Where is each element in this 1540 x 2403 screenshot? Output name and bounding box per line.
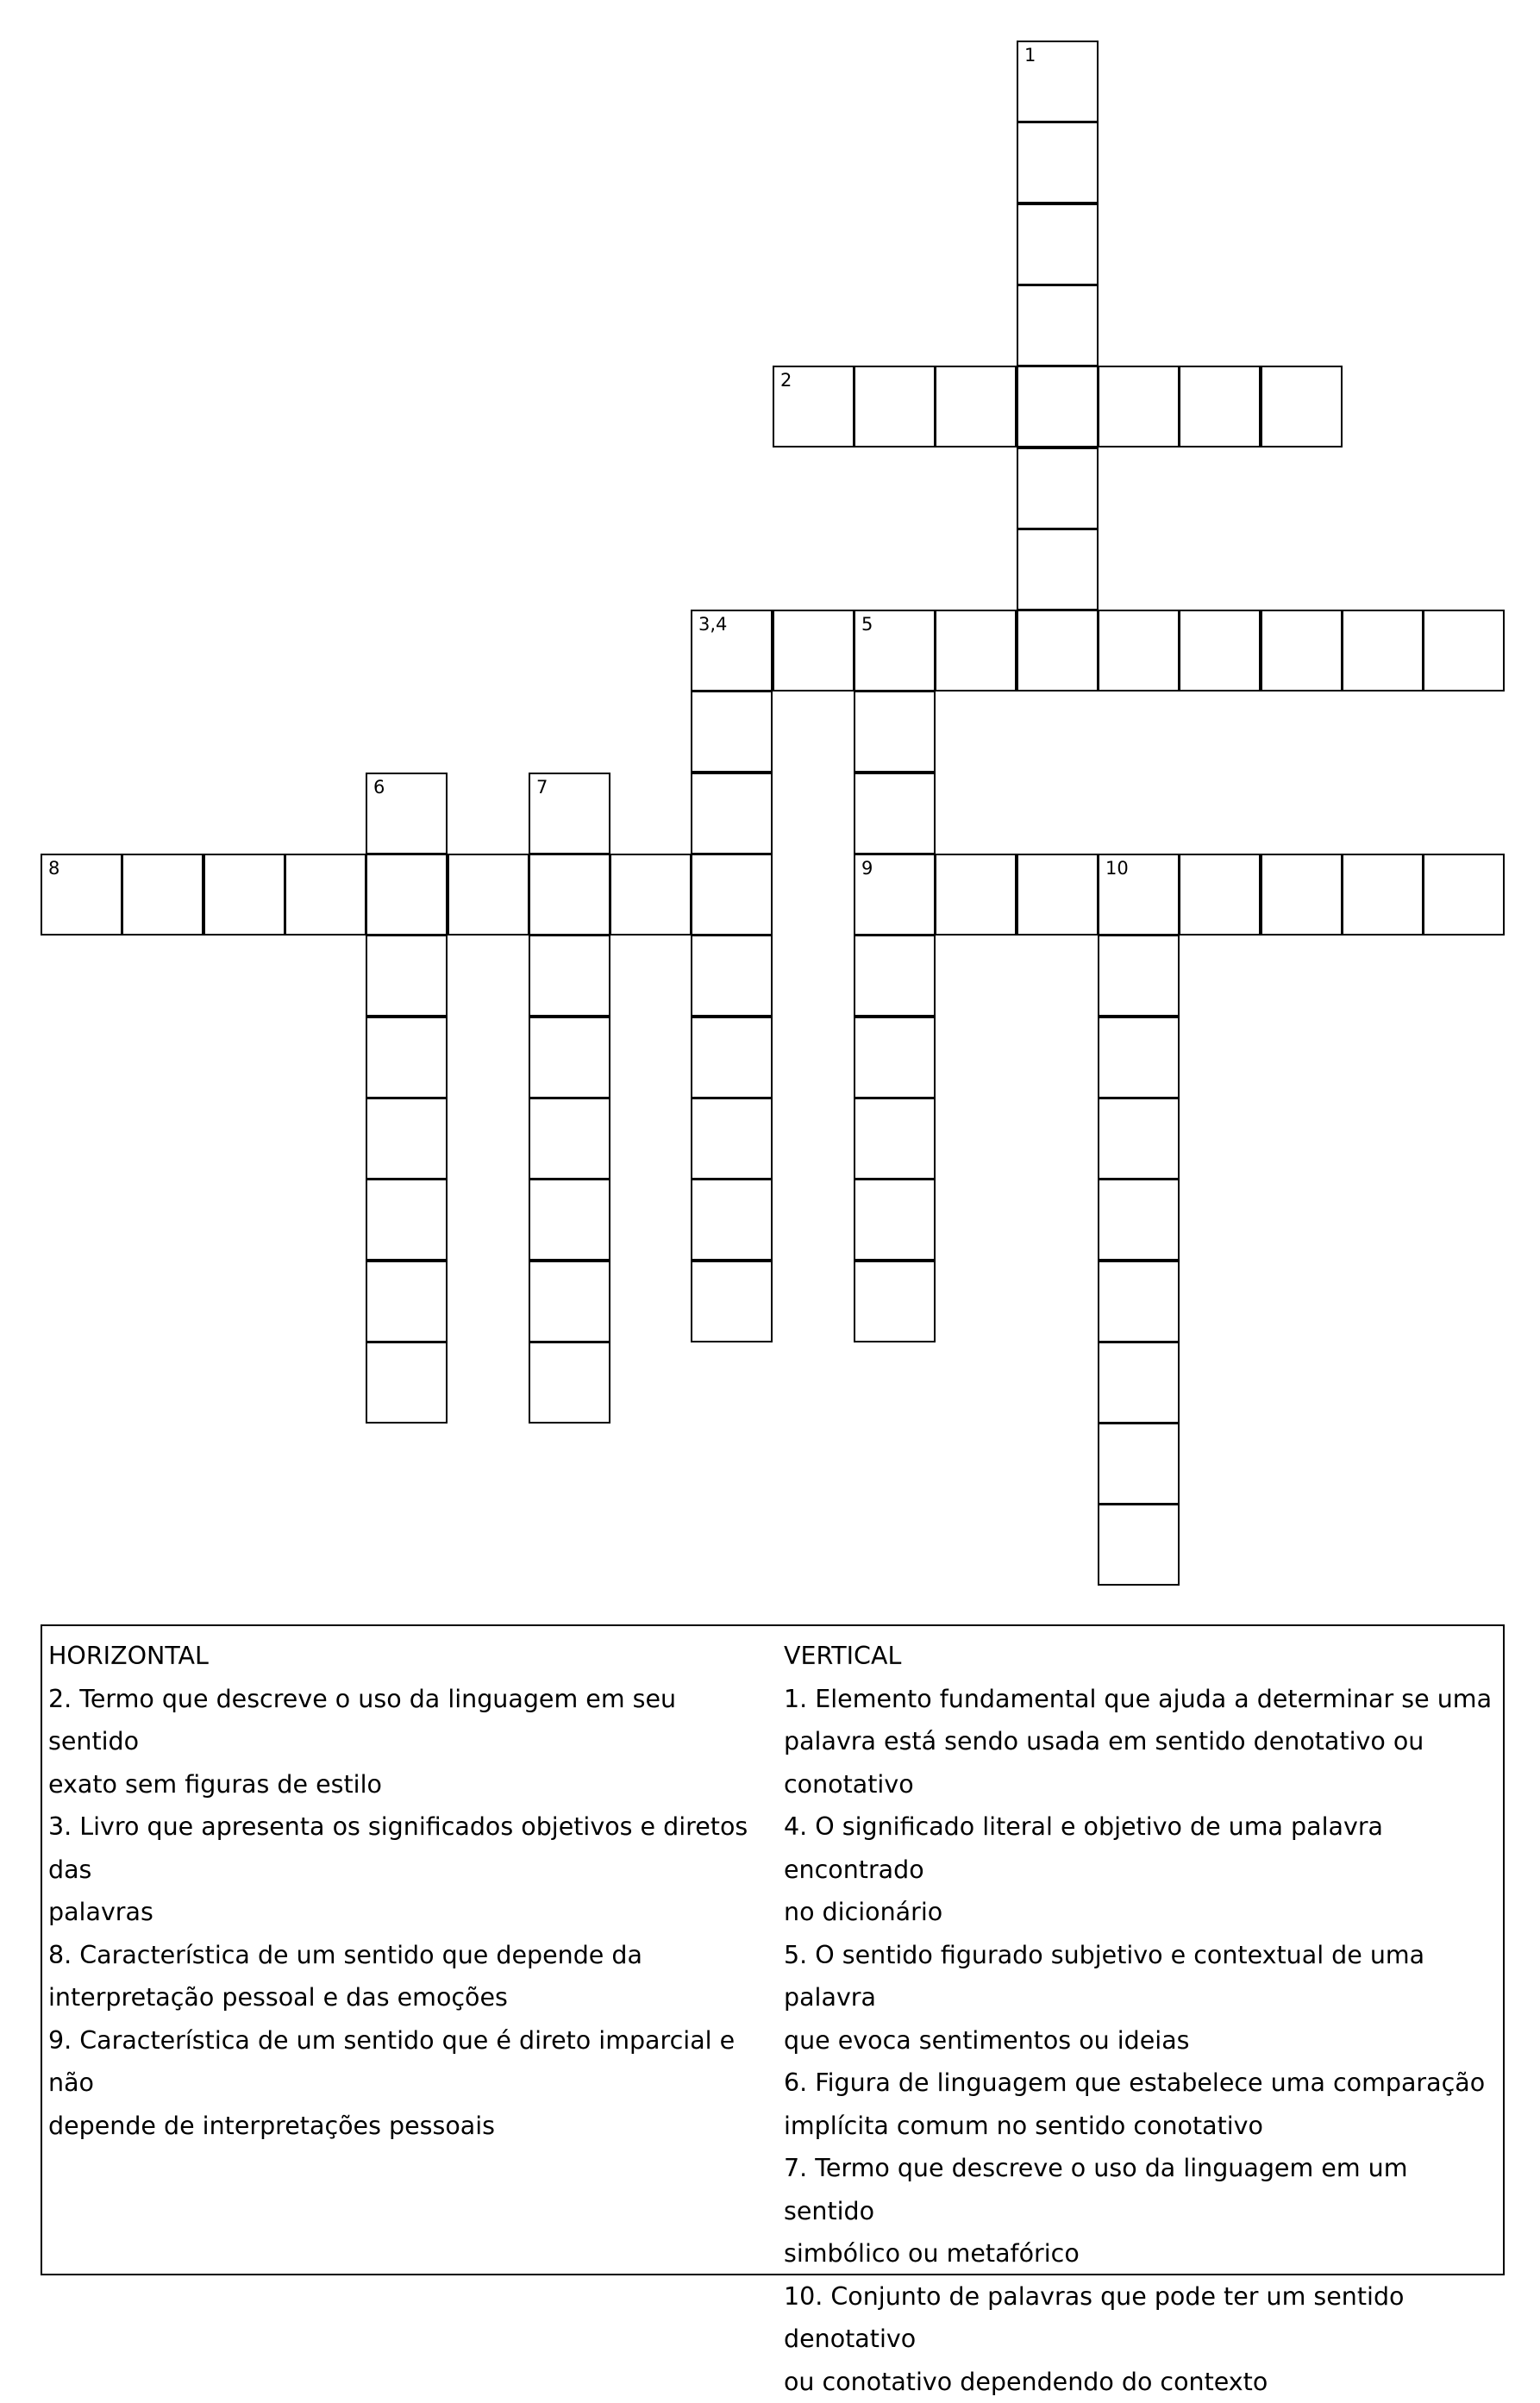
down-clue-line: 5. O sentido figurado subjetivo e contextual de uma palavra bbox=[784, 1934, 1499, 2019]
grid-cell[interactable] bbox=[529, 1261, 610, 1342]
grid-cell[interactable] bbox=[366, 773, 448, 854]
grid-cell[interactable] bbox=[366, 1017, 448, 1098]
across-clue-line: 3. Livro que apresenta os significados objetivos e diretos das bbox=[48, 1805, 773, 1891]
grid-cell[interactable] bbox=[1179, 610, 1261, 691]
grid-cell[interactable] bbox=[1098, 935, 1180, 1017]
grid-cell[interactable] bbox=[854, 366, 936, 447]
grid-cell[interactable] bbox=[1098, 1423, 1180, 1505]
grid-cell[interactable] bbox=[854, 1179, 936, 1261]
grid-cell[interactable] bbox=[366, 1261, 448, 1342]
clue-number: 6 bbox=[373, 779, 385, 797]
clue-number: 10 bbox=[1105, 860, 1129, 878]
clue-number: 7 bbox=[536, 779, 548, 797]
down-clue-line: ou conotativo dependendo do contexto bbox=[784, 2361, 1499, 2403]
clue-number: 3,4 bbox=[698, 616, 727, 634]
down-clue-line: 10. Conjunto de palavras que pode ter um sentido denotativo bbox=[784, 2275, 1499, 2361]
down-clue-line: 6. Figura de linguagem que estabelece uma comparação bbox=[784, 2062, 1499, 2105]
grid-cell[interactable] bbox=[122, 854, 203, 936]
clue-number: 1 bbox=[1024, 47, 1036, 65]
grid-cell[interactable] bbox=[1017, 203, 1099, 285]
grid-cell[interactable] bbox=[1342, 610, 1424, 691]
grid-cell[interactable] bbox=[691, 1017, 773, 1098]
grid-cell[interactable] bbox=[1098, 1261, 1180, 1342]
grid-cell[interactable] bbox=[1017, 122, 1099, 203]
down-clue-line: no dicionário bbox=[784, 1891, 1499, 1934]
clue-number: 9 bbox=[861, 860, 873, 878]
grid-cell[interactable] bbox=[529, 1342, 610, 1424]
down-clue-line: que evoca sentimentos ou ideias bbox=[784, 2019, 1499, 2062]
grid-cell[interactable] bbox=[1017, 854, 1099, 936]
grid-cell[interactable] bbox=[1098, 854, 1180, 936]
across-clue-line: palavras bbox=[48, 1891, 773, 1934]
grid-cell[interactable] bbox=[203, 854, 285, 936]
grid-cell[interactable] bbox=[529, 773, 610, 854]
grid-cell[interactable] bbox=[691, 610, 773, 691]
across-clue-line: 8. Característica de um sentido que depende da bbox=[48, 1934, 773, 1977]
down-clue-line: 1. Elemento fundamental que ajuda a determinar se uma bbox=[784, 1678, 1499, 1721]
grid-cell[interactable] bbox=[448, 854, 529, 936]
down-clues bbox=[784, 1635, 1499, 2403]
grid-cell[interactable] bbox=[285, 854, 366, 936]
grid-cell[interactable] bbox=[1261, 854, 1343, 936]
down-heading: VERTICAL bbox=[784, 1635, 1499, 1678]
grid-cell[interactable] bbox=[529, 1098, 610, 1180]
grid-cell[interactable] bbox=[366, 1098, 448, 1180]
across-clue-line: depende de interpretações pessoais bbox=[48, 2105, 773, 2148]
grid-cell[interactable] bbox=[1261, 366, 1343, 447]
grid-cell[interactable] bbox=[691, 935, 773, 1017]
down-clue-line: conotativo bbox=[784, 1763, 1499, 1806]
grid-cell[interactable] bbox=[854, 1017, 936, 1098]
grid-cell[interactable] bbox=[854, 610, 936, 691]
grid-cell[interactable] bbox=[691, 1179, 773, 1261]
grid-cell[interactable] bbox=[691, 773, 773, 854]
grid-cell[interactable] bbox=[691, 691, 773, 773]
grid-cell[interactable] bbox=[1017, 610, 1099, 691]
clue-number: 5 bbox=[861, 616, 873, 634]
down-clue-line: 7. Termo que descreve o uso da linguagem em um sentido bbox=[784, 2147, 1499, 2232]
grid-cell[interactable] bbox=[529, 935, 610, 1017]
down-clue-line: implícita comum no sentido conotativo bbox=[784, 2105, 1499, 2148]
grid-cell[interactable] bbox=[935, 366, 1017, 447]
across-clue-line: 9. Característica de um sentido que é direto imparcial e não bbox=[48, 2019, 773, 2105]
grid-cell[interactable] bbox=[366, 1342, 448, 1424]
grid-cell[interactable] bbox=[854, 935, 936, 1017]
grid-cell[interactable] bbox=[1423, 610, 1505, 691]
grid-cell[interactable] bbox=[1017, 529, 1099, 610]
grid-cell[interactable] bbox=[1179, 366, 1261, 447]
down-clue-line: simbólico ou metafórico bbox=[784, 2232, 1499, 2275]
grid-cell[interactable] bbox=[1017, 447, 1099, 529]
across-clue-line: exato sem figuras de estilo bbox=[48, 1763, 773, 1806]
across-clue-line: interpretação pessoal e das emoções bbox=[48, 1976, 773, 2019]
grid-cell[interactable] bbox=[1261, 610, 1343, 691]
grid-cell[interactable] bbox=[1098, 366, 1180, 447]
grid-cell[interactable] bbox=[366, 854, 448, 936]
grid-cell[interactable] bbox=[935, 854, 1017, 936]
grid-cell[interactable] bbox=[366, 935, 448, 1017]
grid-cell[interactable] bbox=[41, 854, 122, 936]
across-clues bbox=[48, 1635, 773, 2147]
grid-cell[interactable] bbox=[691, 854, 773, 936]
clue-number: 2 bbox=[780, 372, 792, 390]
across-clue-line: 2. Termo que descreve o uso da linguagem em seu sentido bbox=[48, 1678, 773, 1763]
clue-number: 8 bbox=[48, 860, 59, 878]
down-clue-line: palavra está sendo usada em sentido denotativo ou bbox=[784, 1720, 1499, 1763]
grid-cell[interactable] bbox=[854, 691, 936, 773]
across-heading: HORIZONTAL bbox=[48, 1635, 773, 1678]
grid-cell[interactable] bbox=[529, 854, 610, 936]
grid-cell[interactable] bbox=[773, 366, 855, 447]
grid-cell[interactable] bbox=[1098, 1504, 1180, 1586]
grid-cell[interactable] bbox=[854, 1261, 936, 1342]
grid-cell[interactable] bbox=[1342, 854, 1424, 936]
grid-cell[interactable] bbox=[1423, 854, 1505, 936]
grid-cell[interactable] bbox=[854, 773, 936, 854]
clues-box bbox=[41, 1624, 1505, 2275]
grid-cell[interactable] bbox=[529, 1017, 610, 1098]
grid-cell[interactable] bbox=[691, 1261, 773, 1342]
grid-cell[interactable] bbox=[773, 610, 855, 691]
grid-cell[interactable] bbox=[1098, 1098, 1180, 1180]
grid-cell[interactable] bbox=[935, 610, 1017, 691]
grid-cell[interactable] bbox=[1098, 1017, 1180, 1098]
grid-cell[interactable] bbox=[366, 1179, 448, 1261]
down-clue-line: 4. O significado literal e objetivo de uma palavra encontrado bbox=[784, 1805, 1499, 1891]
grid-cell[interactable] bbox=[529, 1179, 610, 1261]
grid-cell[interactable] bbox=[854, 1098, 936, 1180]
grid-cell[interactable] bbox=[610, 854, 692, 936]
grid-cell[interactable] bbox=[1017, 366, 1099, 447]
grid-cell[interactable] bbox=[1179, 854, 1261, 936]
grid-cell[interactable] bbox=[1098, 1179, 1180, 1261]
grid-cell[interactable] bbox=[691, 1098, 773, 1180]
grid-cell[interactable] bbox=[1098, 1342, 1180, 1424]
grid-cell[interactable] bbox=[1017, 285, 1099, 366]
grid-cell[interactable] bbox=[1017, 41, 1099, 122]
grid-cell[interactable] bbox=[854, 854, 936, 936]
grid-cell[interactable] bbox=[1098, 610, 1180, 691]
